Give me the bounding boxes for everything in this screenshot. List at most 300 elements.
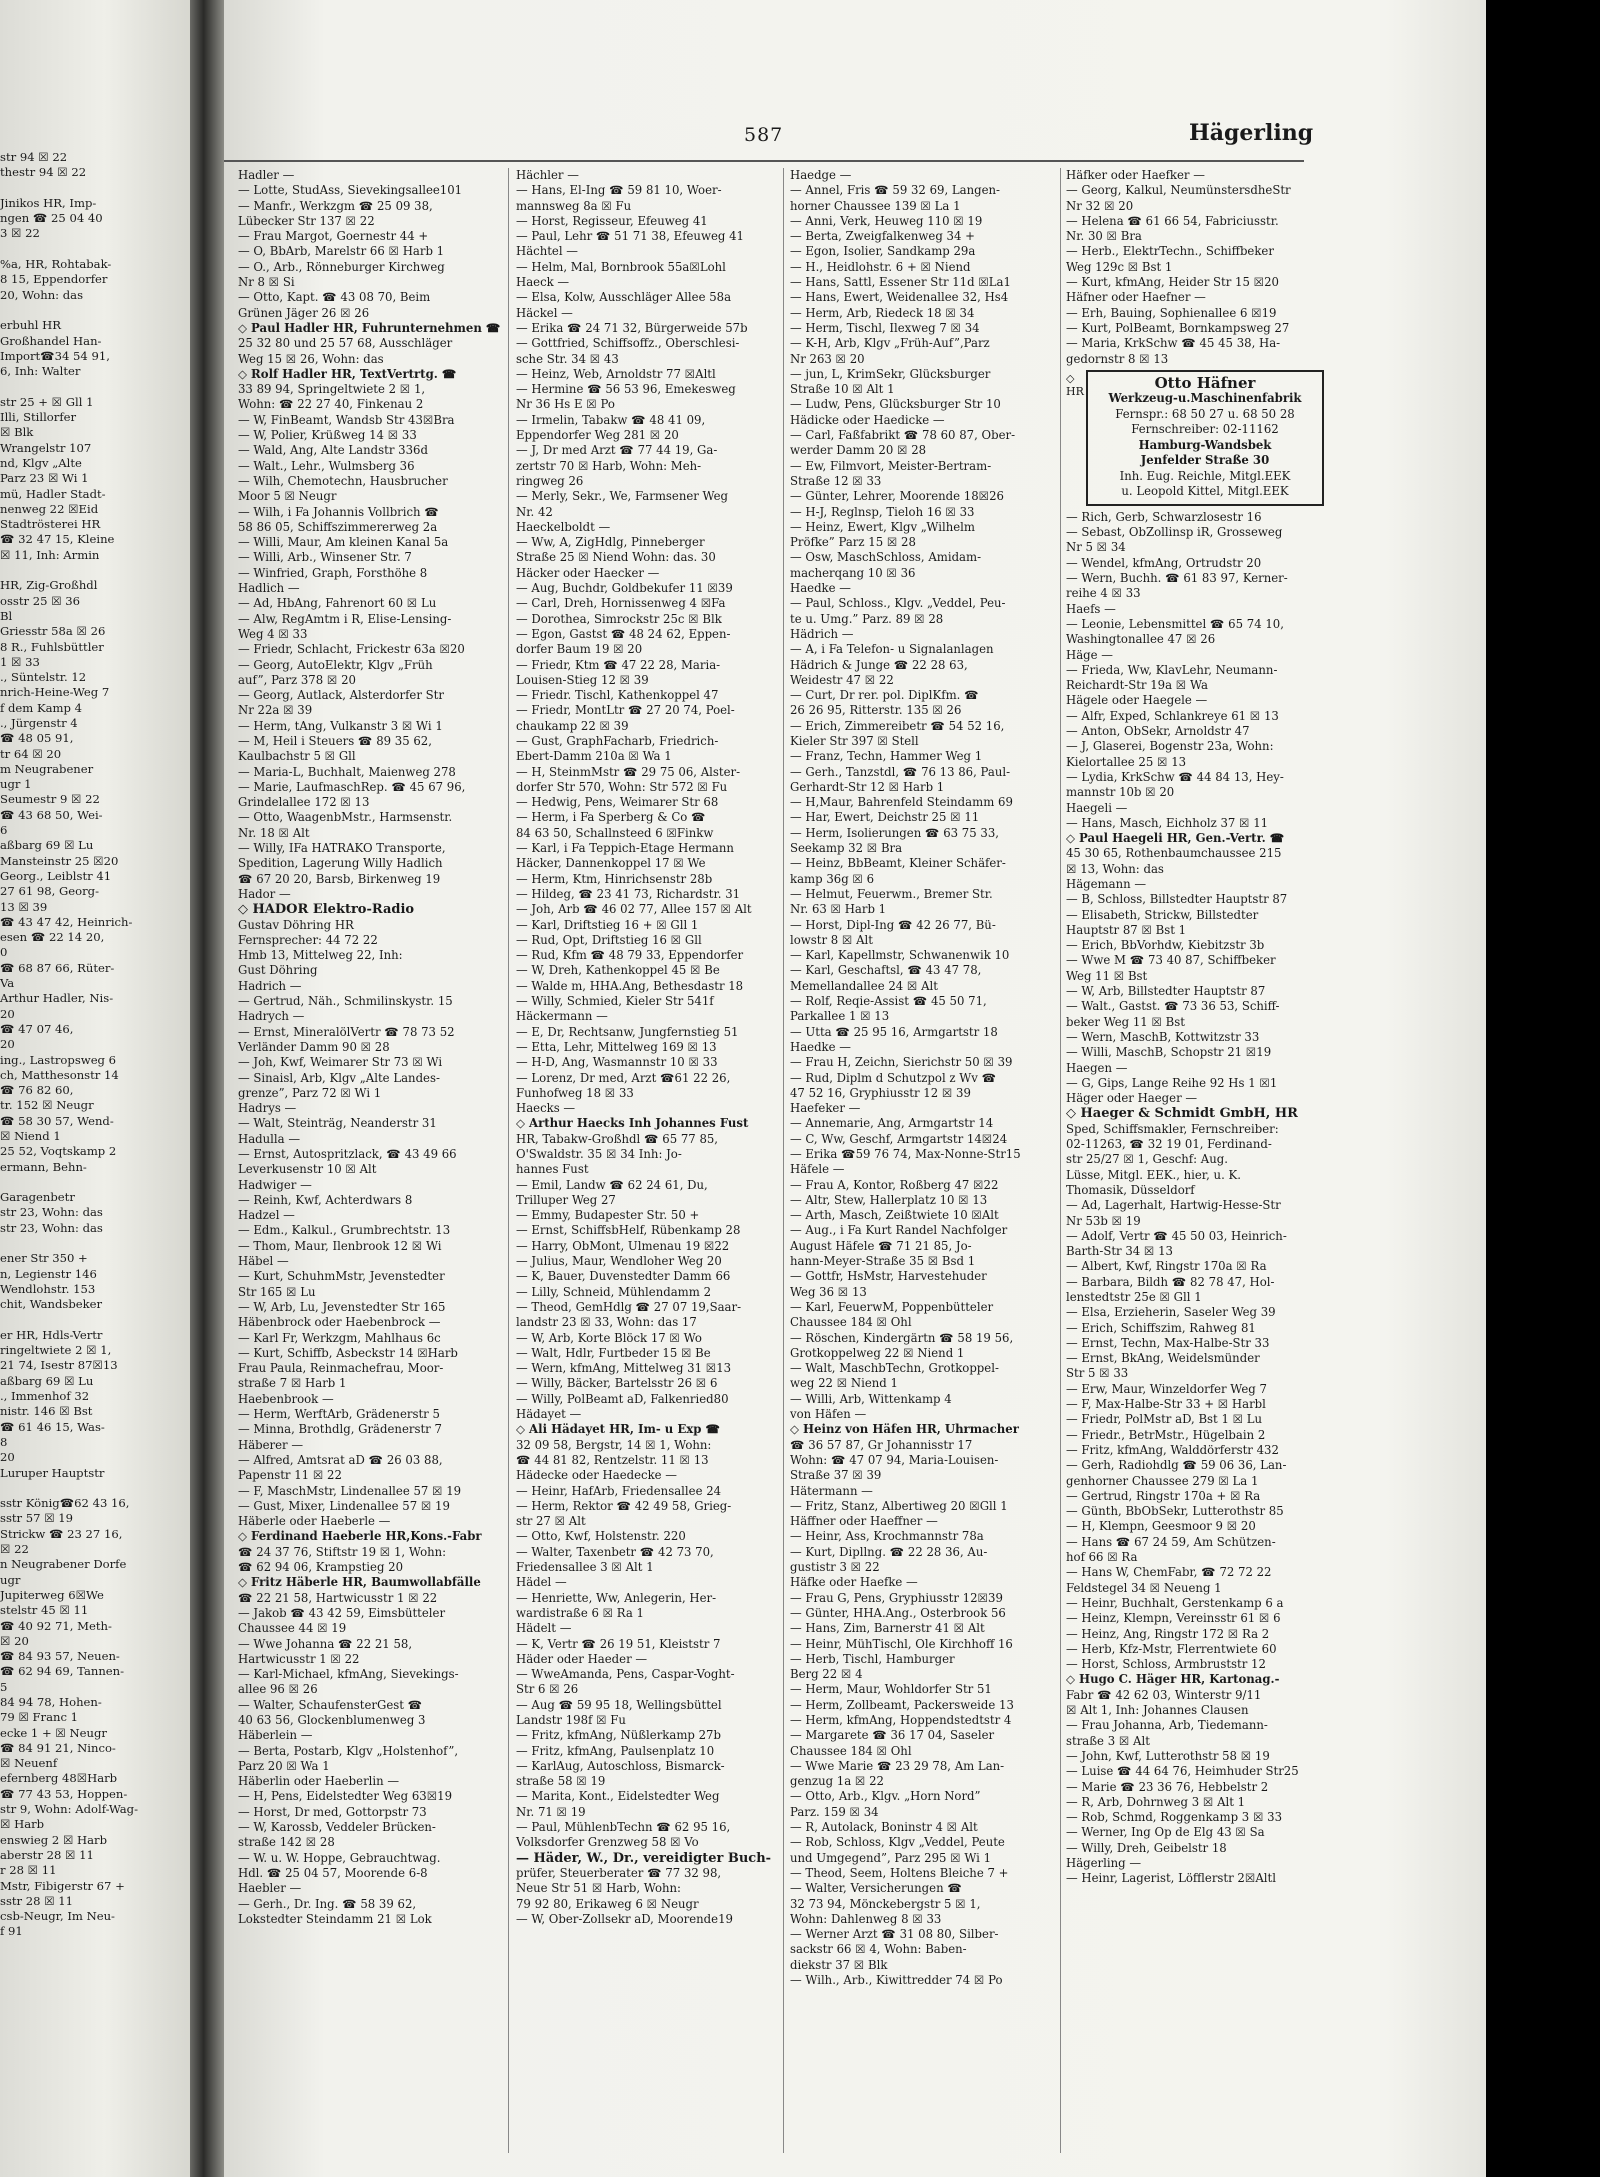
surname-heading: Hadulla — (238, 1131, 301, 1146)
directory-entry-line: — Elisabeth, Strickw, Billstedter (1066, 907, 1259, 922)
surname-heading: Häberlein — (238, 1728, 313, 1743)
directory-entry-line: enswieg 2 ☒ Harb (0, 1832, 108, 1847)
directory-entry-line: — Hans, Zim, Barnerstr 41 ☒ Alt (790, 1621, 985, 1636)
directory-entry-line: — Wald, Ang, Alte Landstr 336d (238, 443, 428, 458)
directory-entry-line: Stadtrösterei HR (0, 517, 101, 532)
directory-entry-line: weg 22 ☒ Niend 1 (790, 1376, 898, 1391)
directory-entry-line: — W, Arb, Korte Blöck 17 ☒ Wo (516, 1330, 702, 1345)
directory-entry-line: — Gerh., Tanzstdl, ☎ 76 13 86, Paul- (790, 764, 1011, 779)
directory-entry-line: Pröfke” Parz 15 ☒ 28 (790, 535, 916, 550)
directory-entry-line: — Ad, HbAng, Fahrenort 60 ☒ Lu (238, 596, 437, 611)
directory-entry-line: ☎ 77 43 53, Hoppen- (0, 1786, 128, 1801)
directory-entry-line: — Leonie, Lebensmittel ☎ 65 74 10, (1066, 616, 1284, 631)
surname-heading: Häberer — (238, 1437, 304, 1452)
directory-entry-line: 58 86 05, Schiffszimmererweg 2a (238, 519, 438, 534)
directory-entry-line: — Willy, PolBeamt aD, Falkenried80 (516, 1391, 729, 1406)
directory-entry-line: ☎ 22 21 58, Hartwicusstr 1 ☒ 22 (238, 1590, 438, 1605)
directory-entry-line: Straße 10 ☒ Alt 1 (790, 382, 895, 397)
directory-entry-line: — Edm., Kalkul., Grumbrechtstr. 13 (238, 1223, 451, 1238)
directory-entry-line: — Harry, ObMont, Ulmenau 19 ☒22 (516, 1238, 730, 1253)
directory-entry-line: Str 5 ☒ 33 (1066, 1366, 1129, 1381)
directory-entry-line: — Wilh, Chemotechn, Hausbrucher (238, 473, 448, 488)
directory-entry-line: Grotkoppelweg 22 ☒ Niend 1 (790, 1345, 965, 1360)
directory-entry-line: f 91 (0, 1924, 23, 1939)
directory-entry-line: sstr 28 ☒ 11 (0, 1893, 74, 1908)
directory-entry-line: — Rud, Opt, Driftstieg 16 ☒ Gll (516, 932, 702, 947)
directory-entry-line: 02-11263, ☎ 32 19 01, Ferdinand- (1066, 1137, 1272, 1152)
directory-entry-line: ermann, Behn- (0, 1159, 87, 1174)
directory-entry-line: Moor 5 ☒ Neugr (238, 489, 337, 504)
directory-entry-line: — Erich, Zimmereibetr ☎ 54 52 16, (790, 718, 1005, 733)
directory-entry-line: Memellandallee 24 ☒ Alt (790, 978, 938, 993)
directory-entry-line: Reichardt-Str 19a ☒ Wa (1066, 678, 1208, 693)
directory-entry-line: Grünen Jäger 26 ☒ 26 (238, 305, 370, 320)
directory-entry-line: dorfer Baum 19 ☒ 20 (516, 642, 643, 657)
directory-entry-line: Garagenbetr (0, 1190, 75, 1205)
directory-entry-line: beker Weg 11 ☒ Bst (1066, 1014, 1185, 1029)
directory-entry-line: ☒ 20 (0, 1633, 29, 1648)
directory-entry-line: — Irmelin, Tabakw ☎ 48 41 09, (516, 412, 706, 427)
directory-entry-line: — Etta, Lehr, Mittelweg 169 ☒ 13 (516, 1039, 717, 1054)
directory-entry-line: — Herm, Zollbeamt, Packersweide 13 (790, 1697, 1014, 1712)
directory-entry-line: Verländer Damm 90 ☒ 28 (238, 1039, 390, 1054)
directory-entry-line: te u. Umg.” Parz. 89 ☒ 28 (790, 611, 944, 626)
directory-entry-line: — Lydia, KrkSchw ☎ 44 84 13, Hey- (1066, 769, 1284, 784)
directory-entry-line: str 25/27 ☒ 1, Geschf: Aug. (1066, 1152, 1228, 1167)
directory-entry-line: ☒ Niend 1 (0, 1129, 61, 1143)
directory-entry-line: — Curt, Dr rer. pol. DiplKfm. ☎ (790, 688, 979, 703)
directory-entry-line: — Walt., Gastst. ☎ 73 36 53, Schiff- (1066, 999, 1280, 1014)
surname-heading: Hadrys — (238, 1101, 297, 1116)
directory-entry-line: HR, Zig-Großhdl (0, 578, 98, 593)
directory-entry-line: — Ernst, BkAng, Weidelsmünder (1066, 1351, 1260, 1366)
directory-entry-line: — Karl-Michael, kfmAng, Sievekings- (238, 1667, 459, 1682)
directory-entry-line: — Maria-L, Buchhalt, Maienweg 278 (238, 764, 456, 779)
directory-entry-line: — Ad, Lagerhalt, Hartwig-Hesse-Str (1066, 1198, 1281, 1213)
directory-entry-line: — Walde m, HHA.Ang, Bethesdastr 18 (516, 978, 744, 993)
directory-entry-line: — Hans, Masch, Eichholz 37 ☒ 11 (1066, 815, 1269, 830)
directory-entry-line: Nr 8 ☒ Si (238, 275, 295, 290)
directory-entry-line (0, 563, 180, 578)
surname-heading: Haedke — (790, 1039, 851, 1054)
directory-entry-line: — Manfr., Werkzgm ☎ 25 09 38, (238, 198, 433, 213)
directory-entry-line: er HR, Hdls-Vertr (0, 1327, 103, 1342)
directory-entry-line: — Karl, FeuerwM, Poppenbütteler (790, 1299, 994, 1314)
directory-entry-line: — Alfred, Amtsrat aD ☎ 26 03 88, (238, 1452, 443, 1467)
directory-entry-line: ◇ Heinz von Häfen HR, Uhrmacher (790, 1422, 1019, 1437)
directory-entry-line: — Herm, Rektor ☎ 42 49 58, Grieg- (516, 1498, 732, 1513)
directory-entry-line: — Friedr, PolMstr aD, Bst 1 ☒ Lu (1066, 1412, 1263, 1427)
directory-entry-line: sstr 57 ☒ 19 (0, 1511, 74, 1526)
directory-entry-line: n Neugrabener Dorfe (0, 1557, 127, 1572)
directory-entry-line: — Henriette, Ww, Anlegerin, Her- (516, 1590, 717, 1605)
directory-entry-line: — J, Glaserei, Bogenstr 23a, Wohn: (1066, 739, 1274, 754)
directory-entry-line: — K, Bauer, Duvenstedter Damm 66 (516, 1269, 731, 1284)
directory-entry-line: Va (0, 976, 15, 991)
surname-heading: Hägele oder Haegele — (1066, 693, 1208, 708)
directory-entry-line: Kieler Str 397 ☒ Stell (790, 733, 919, 748)
directory-entry-line: ing., Lastropsweg 6 (0, 1052, 117, 1067)
directory-entry-line: — K, Vertr ☎ 26 19 51, Kleiststr 7 (516, 1636, 721, 1651)
directory-entry-line: — Annel, Fris ☎ 59 32 69, Langen- (790, 183, 1001, 198)
directory-entry-line: Chaussee 44 ☒ 19 (238, 1621, 347, 1636)
directory-entry-line: — Gottfried, Schiffsoffz., Oberschlesi- (516, 336, 740, 351)
directory-entry-line: Nr. 18 ☒ Alt (238, 825, 310, 840)
directory-entry-line: Frau Paula, Reinmachefrau, Moor- (238, 1361, 444, 1376)
directory-entry-line: ☒ Alt 1, Inh: Johannes Clausen (1066, 1703, 1249, 1718)
directory-entry-line: — Heinr, Buchhalt, Gerstenkamp 6 a (1066, 1595, 1284, 1610)
directory-entry-line: — Erika ☎59 76 74, Max-Nonne-Str15 (790, 1147, 1021, 1161)
directory-entry-line: Mansteinstr 25 ☒20 (0, 853, 119, 868)
directory-entry-line: — Marita, Kont., Eidelstedter Weg (516, 1789, 720, 1804)
directory-entry-line: — Anni, Verk, Heuweg 110 ☒ 19 (790, 213, 983, 228)
directory-entry-line: — Paul, Schloss., Klgv. „Veddel, Peu- (790, 596, 1006, 611)
directory-entry-line: — Reinh, Kwf, Achterdwars 8 (238, 1192, 413, 1207)
directory-entry-line: 20 (0, 1006, 15, 1021)
directory-entry-line: Wrangelstr 107 (0, 440, 92, 455)
directory-entry-line: — Wern, MaschB, Kottwitzstr 33 (1066, 1029, 1260, 1044)
directory-entry-line: — Gottfr, HsMstr, Harvestehuder (790, 1269, 987, 1284)
directory-entry-line: — Marie, LaufmaschRep. ☎ 45 67 96, (238, 779, 466, 794)
directory-entry-line: — O., Arb., Rönneburger Kirchweg (238, 259, 445, 274)
directory-entry-line: Neue Str 51 ☒ Harb, Wohn: (516, 1881, 681, 1896)
surname-heading: Hächtel — (516, 244, 578, 259)
directory-entry-line: stelstr 45 ☒ 11 (0, 1603, 89, 1618)
directory-entry-line: prüfer, Steuerberater ☎ 77 32 98, (516, 1865, 722, 1880)
directory-entry-line: — E, Dr, Rechtsanw, Jungfernstieg 51 (516, 1024, 739, 1039)
directory-entry-line: — Herm, tAng, Vulkanstr 3 ☒ Wi 1 (238, 718, 443, 733)
right-page (224, 0, 1486, 2177)
directory-entry-line: Weg 4 ☒ 33 (238, 626, 308, 641)
directory-entry-line: — Sinaisl, Arb, Klgv „Alte Landes- (238, 1070, 440, 1085)
directory-entry-line: — Walter, SchaufensterGest ☎ (238, 1697, 423, 1712)
directory-entry-line: — Horst, Dipl-Ing ☎ 42 26 77, Bü- (790, 917, 996, 932)
surname-heading: Haefeker — (790, 1101, 861, 1116)
directory-entry-line: — Hans ☎ 67 24 59, Am Schützen- (1066, 1534, 1276, 1549)
directory-entry-line: Straße 25 ☒ Niend Wohn: das. 30 (516, 550, 716, 565)
directory-entry-line: — Rud, Diplm d Schutzpol z Wv ☎ (790, 1070, 997, 1085)
directory-entry-line: diekstr 37 ☒ Blk (790, 1957, 888, 1972)
directory-entry-line: 47 52 16, Gryphiusstr 12 ☒ 39 (790, 1085, 971, 1100)
directory-entry-line: — Herb, Kfz-Mstr, Flerrentwiete 60 (1066, 1641, 1277, 1656)
directory-entry-line: — Wilh, i Fa Johannis Vollbrich ☎ (238, 504, 439, 519)
directory-entry-line: Griesstr 58a ☒ 26 (0, 624, 106, 639)
directory-entry-line: horner Chaussee 139 ☒ La 1 (790, 198, 961, 213)
directory-entry-line: — Emmy, Budapester Str. 50 + (516, 1208, 700, 1223)
advertisement-box (1066, 370, 1324, 506)
directory-entry-line: — Erich, Schiffszim, Rahweg 81 (1066, 1320, 1256, 1335)
surname-heading: Hadler — (238, 168, 295, 182)
directory-entry-line: sackstr 66 ☒ 4, Wohn: Baben- (790, 1942, 967, 1957)
directory-entry-line: — Fritz, kfmAng, Paulsenplatz 10 (516, 1743, 715, 1758)
directory-entry-line: aberstr 28 ☒ 11 (0, 1847, 94, 1862)
directory-entry-line: n, Legienstr 146 (0, 1266, 97, 1281)
surname-heading: Hadlich — (238, 581, 300, 596)
surname-heading: Häfele — (790, 1162, 845, 1177)
directory-entry-line: osstr 25 ☒ 36 (0, 593, 81, 608)
directory-entry-line: — Wwe Marie ☎ 23 29 78, Am Lan- (790, 1758, 1005, 1773)
directory-entry-line: und Umgegend”, Parz 295 ☒ Wi 1 (790, 1850, 992, 1865)
directory-entry-line: — B, Schloss, Billstedter Hauptstr 87 (1066, 892, 1288, 907)
directory-entry-line: Parz 20 ☒ Wa 1 (238, 1758, 330, 1773)
directory-entry-line: Luruper Hauptstr (0, 1465, 105, 1480)
directory-entry-line: Gust Döhring (238, 963, 318, 978)
directory-entry-line: Hartwicusstr 1 ☒ 22 (238, 1651, 360, 1666)
directory-entry-line: Seekamp 32 ☒ Bra (790, 841, 903, 856)
surname-heading: Häbenbrock oder Haebenbrock — (238, 1315, 441, 1330)
directory-entry-line: str 27 ☒ Alt (516, 1514, 586, 1529)
directory-entry-line: Bl (0, 608, 13, 623)
directory-entry-line: hof 66 ☒ Ra (1066, 1550, 1138, 1565)
directory-entry-line: ◇ Paul Haegeli HR, Gen.-Vertr. ☎ (1066, 831, 1285, 846)
directory-entry-line: — Paul, Lehr ☎ 51 71 38, Efeuweg 41 (516, 229, 744, 244)
directory-entry-line: thestr 94 ☒ 22 (0, 165, 87, 180)
directory-entry-line: ☎ 36 57 87, Gr Johannisstr 17 (790, 1437, 973, 1452)
directory-entry-line: — Winfried, Graph, Forsthöhe 8 (238, 565, 428, 580)
directory-entry-line: Import☎34 54 91, (0, 348, 110, 363)
directory-entry-line: — Annemarie, Ang, Armgartstr 14 (790, 1116, 994, 1131)
directory-entry-line: Nr 22a ☒ 39 (238, 703, 313, 718)
directory-entry-line (0, 1175, 180, 1190)
directory-entry-line: — Lotte, StudAss, Sievekingsallee101 (238, 183, 463, 198)
directory-entry-line: — Ew, Filmvort, Meister-Bertram- (790, 458, 992, 473)
directory-entry-line: gustistr 3 ☒ 22 (790, 1560, 880, 1575)
directory-entry-line: mannsweg 8a ☒ Fu (516, 198, 632, 213)
surname-heading: Hägemann — (1066, 876, 1147, 891)
directory-entry-line: — Kurt, kfmAng, Heider Str 15 ☒20 (1066, 275, 1279, 290)
directory-entry-line (0, 1236, 180, 1251)
directory-entry-line: — Arth, Masch, Zeißtwiete 10 ☒Alt (790, 1208, 999, 1223)
directory-entry-line: ☒ 11, Inh: Armin (0, 547, 100, 562)
surname-heading: Hadrych — (238, 1009, 305, 1024)
directory-entry-line: HR, Tabakw-Großhdl ☎ 65 77 85, (516, 1131, 719, 1146)
directory-entry-line: — H, Klempn, Geesmoor 9 ☒ 20 (1066, 1519, 1256, 1534)
directory-entry-line: — W, Dreh, Kathenkoppel 45 ☒ Be (516, 963, 720, 978)
directory-entry-line: Fabr ☎ 42 62 03, Winterstr 9/11 (1066, 1687, 1262, 1702)
directory-entry-line: %a, HR, Rohtabak- (0, 257, 112, 272)
directory-entry-line: — M, Heil i Steuers ☎ 89 35 62, (238, 733, 432, 748)
directory-entry-line: csb-Neugr, Im Neu- (0, 1909, 115, 1924)
directory-entry-line: ☎ 62 94 06, Krampstieg 20 (238, 1560, 404, 1575)
ad-marker: ◇ HR (1066, 371, 1084, 398)
directory-entry-line: gedornstr 8 ☒ 13 (1066, 351, 1169, 366)
directory-entry-line: — Herm, Maur, Wohldorfer Str 51 (790, 1682, 992, 1697)
directory-entry-line: — H, SteinmMstr ☎ 29 75 06, Alster- (516, 764, 741, 779)
directory-entry-line: — Günter, HHA.Ang., Osterbrook 56 (790, 1605, 1006, 1620)
header-rule (224, 160, 1304, 162)
directory-entry-line: Weg 129c ☒ Bst 1 (1066, 259, 1173, 274)
directory-entry-line: Parz 23 ☒ Wi 1 (0, 471, 89, 486)
directory-entry-line: ☒ 13, Wohn: das (1066, 861, 1164, 876)
directory-entry-line: ☎ 67 20 20, Barsb, Birkenweg 19 (238, 871, 441, 886)
directory-entry-line: — Kurt, PolBeamt, Bornkampsweg 27 (1066, 320, 1290, 335)
directory-entry-line: 8 (0, 1434, 8, 1449)
directory-entry-line: — Berta, Postarb, Klgv „Holstenhof”, (238, 1743, 459, 1758)
directory-entry-line: 3 ☒ 22 (0, 226, 40, 241)
surname-heading: Haebenbrook — (238, 1391, 334, 1406)
directory-entry-line: — Merly, Sekr., We, Farmsener Weg (516, 489, 729, 504)
surname-heading: Häfker oder Haefker — (1066, 168, 1205, 182)
directory-entry-line: ☎ 43 47 42, Heinrich- (0, 914, 133, 929)
directory-entry-line: sstr König☎62 43 16, (0, 1496, 130, 1511)
directory-entry-line: — W, Arb, Billstedter Hauptstr 87 (1066, 984, 1266, 999)
directory-entry-line: Gerhardt-Str 12 ☒ Harb 1 (790, 779, 945, 794)
directory-entry-line: Parz. 159 ☒ 34 (790, 1804, 879, 1819)
directory-entry-line (0, 181, 180, 196)
directory-entry-line: 25 52, Voqtskamp 2 (0, 1144, 117, 1159)
directory-entry-line: Weg 15 ☒ 26, Wohn: das (238, 351, 384, 366)
column-rule (783, 168, 784, 2153)
directory-entry-line: 13 ☒ 39 (0, 899, 48, 914)
directory-entry-line: — Gust, GraphFacharb, Friedrich- (516, 733, 719, 748)
directory-entry-line: macherqang 10 ☒ 36 (790, 565, 916, 580)
directory-entry-line: Washingtonallee 47 ☒ 26 (1066, 632, 1216, 647)
directory-entry-line: Kaulbachstr 5 ☒ Gll (238, 749, 356, 764)
directory-entry-line: — H, Pens, Eidelstedter Weg 63☒19 (238, 1789, 453, 1804)
directory-entry-line: Spedition, Lagerung Willy Hadlich (238, 856, 443, 871)
directory-entry-line: Jupiterweg 6☒We (0, 1587, 104, 1602)
page-number: 587 (744, 124, 784, 146)
directory-entry-line: str 94 ☒ 22 (0, 150, 68, 164)
directory-entry-line: — R, Arb, Dohrnweg 3 ☒ Alt 1 (1066, 1794, 1246, 1809)
directory-entry-line: — Heinz, Klempn, Vereinsstr 61 ☒ 6 (1066, 1611, 1281, 1626)
directory-entry-line: — Jakob ☎ 43 42 59, Eimsbütteler (238, 1605, 446, 1620)
directory-entry-line: — Walt, Steinträg, Neanderstr 31 (238, 1116, 437, 1131)
directory-entry-line: — Heinz, Ewert, Klgv „Wilhelm (790, 519, 975, 534)
directory-entry-line: — G, Gips, Lange Reihe 92 Hs 1 ☒1 (1066, 1075, 1278, 1090)
directory-entry-line: — Willy, Schmied, Kieler Str 541f (516, 994, 714, 1009)
directory-entry-line: Volksdorfer Grenzweg 58 ☒ Vo (516, 1835, 699, 1850)
directory-entry-line: — Walter, Taxenbetr ☎ 42 73 70, (516, 1544, 714, 1559)
directory-entry-line: Friedensallee 3 ☒ Alt 1 (516, 1560, 654, 1575)
directory-entry-line: — Willy, Dreh, Geibelstr 18 (1066, 1840, 1227, 1855)
directory-entry-line: 6 (0, 823, 8, 838)
directory-entry-line: Nr 5 ☒ 34 (1066, 540, 1126, 555)
directory-entry-line: — Altr, Stew, Hallerplatz 10 ☒ 13 (790, 1192, 988, 1207)
surname-heading: Häder oder Haeder — (516, 1651, 648, 1666)
directory-entry-line: — Hedwig, Pens, Weimarer Str 68 (516, 795, 719, 810)
surname-heading: Hadwiger — (238, 1177, 312, 1192)
directory-entry-line: — Hans, Sattl, Essener Str 11d ☒La1 (790, 275, 1011, 290)
directory-entry-line: ☎ 24 37 76, Stiftstr 19 ☒ 1, Wohn: (238, 1544, 447, 1559)
directory-column-4 (1066, 168, 1316, 1887)
directory-entry-line: nenweg 22 ☒Eid (0, 501, 99, 516)
directory-entry-line: — Friedr, Schlacht, Frickestr 63a ☒20 (238, 642, 465, 657)
directory-entry-line: — Gust, Mixer, Lindenallee 57 ☒ 19 (238, 1498, 450, 1513)
directory-entry-line: — Ernst, Autospritzlack, ☎ 43 49 66 (238, 1147, 457, 1161)
directory-entry-line: Weg 11 ☒ Bst (1066, 968, 1148, 983)
directory-entry-line: — Wwe Johanna ☎ 22 21 58, (238, 1636, 413, 1651)
surname-heading: Hadzel — (238, 1208, 295, 1223)
directory-entry-line: dorfer Str 570, Wohn: Str 572 ☒ Fu (516, 779, 728, 794)
directory-entry-line: str 23, Wohn: das (0, 1220, 103, 1235)
directory-entry-line: ☎ 68 87 66, Rüter- (0, 960, 115, 975)
directory-entry-line: — KarlAug, Autoschloss, Bismarck- (516, 1758, 725, 1773)
directory-entry-line: genhorner Chaussee 279 ☒ La 1 (1066, 1473, 1259, 1488)
directory-entry-line: ◇ Arthur Haecks Inh Johannes Fust (516, 1116, 749, 1131)
directory-entry-line: — Heinr, MühTischl, Ole Kirchhoff 16 (790, 1636, 1013, 1651)
directory-entry-line: 32 73 94, Mönckebergstr 5 ☒ 1, (790, 1896, 981, 1911)
directory-entry-line: Nr 53b ☒ 19 (1066, 1213, 1141, 1228)
directory-entry-line: ., Jürgenstr 4 (0, 715, 78, 730)
directory-entry-line: Nr 263 ☒ 20 (790, 351, 865, 366)
directory-entry-line: — Egon, Isolier, Sandkamp 29a (790, 244, 976, 259)
directory-entry-line: — Adolf, Vertr ☎ 45 50 03, Heinrich- (1066, 1228, 1287, 1243)
directory-entry-line: straße 58 ☒ 19 (516, 1774, 606, 1789)
directory-entry-line: — Herm, Tischl, Ilexweg 7 ☒ 34 (790, 320, 980, 335)
directory-entry-line: 6, Inh: Walter (0, 364, 81, 379)
directory-entry-line: — F, Max-Halbe-Str 33 + ☒ Harbl (1066, 1397, 1266, 1412)
directory-entry-line: — Hans, Ewert, Weidenallee 32, Hs4 (790, 290, 1009, 305)
directory-entry-line: ., Immenhof 32 (0, 1389, 90, 1404)
directory-entry-line: — C, Ww, Geschf, Armgartstr 14☒24 (790, 1131, 1008, 1146)
directory-entry-line: sche Str. 34 ☒ 43 (516, 351, 619, 366)
directory-entry-line: — Heinz, BbBeamt, Kleiner Schäfer- (790, 856, 1006, 871)
directory-entry-line: August Häfele ☎ 71 21 85, Jo- (790, 1238, 972, 1253)
surname-heading: Hätermann — (790, 1483, 873, 1498)
directory-entry-line: f dem Kamp 4 (0, 700, 82, 715)
directory-entry-line: ugr (0, 1572, 21, 1587)
directory-entry-line: — Günth, BbObSekr, Lutterothstr 85 (1066, 1504, 1284, 1519)
directory-entry-line: wardistraße 6 ☒ Ra 1 (516, 1605, 644, 1620)
directory-column-1 (238, 168, 500, 1927)
directory-entry-line: — Helena ☎ 61 66 54, Fabriciusstr. (1066, 213, 1279, 228)
directory-entry-line: — Karl, i Fa Teppich-Etage Hermann (516, 841, 734, 856)
directory-entry-line: — Erika ☎ 24 71 32, Bürgerweide 57b (516, 320, 748, 335)
directory-entry-line: — Frau Johanna, Arb, Tiedemann- (1066, 1718, 1268, 1733)
directory-entry-line: — Frau A, Kontor, Roßberg 47 ☒22 (790, 1177, 999, 1192)
directory-entry-line: — Margarete ☎ 36 17 04, Saseler (790, 1728, 995, 1743)
directory-entry-line: — Aug., i Fa Kurt Randel Nachfolger (790, 1223, 1008, 1238)
directory-entry-line: — H., Heidlohstr. 6 + ☒ Niend (790, 259, 971, 274)
directory-entry-line: — A, i Fa Telefon- u Signalanlagen (790, 642, 994, 657)
directory-entry-line: landstr 23 ☒ 33, Wohn: das 17 (516, 1315, 697, 1330)
directory-entry-line: — Friedr., BetrMstr., Hügelbain 2 (1066, 1427, 1266, 1442)
directory-entry-line: 1 ☒ 33 (0, 654, 40, 669)
directory-entry-line: — Herm, kfmAng, Hoppendstedtstr 4 (790, 1712, 1012, 1727)
directory-entry-line: 20, Wohn: das (0, 287, 84, 302)
directory-entry-line: — Har, Ewert, Deichstr 25 ☒ 11 (790, 810, 980, 825)
directory-entry-line: ◇ Ali Hädayet HR, Im- u Exp ☎ (516, 1422, 721, 1437)
directory-entry-line: — Ww, A, ZigHdlg, Pinneberger (516, 535, 705, 550)
directory-entry-line: — Wilh., Arb., Kiwittredder 74 ☒ Po (790, 1973, 1003, 1988)
directory-entry-line (0, 379, 180, 394)
directory-entry-line: Nr 36 Hs E ☒ Po (516, 397, 615, 412)
ad-title: Otto Häfner (1154, 373, 1256, 392)
directory-entry-line: allee 96 ☒ 26 (238, 1682, 318, 1697)
directory-entry-line: ., Süntelstr. 12 (0, 670, 87, 685)
directory-entry-line: 21 74, Isestr 87☒13 (0, 1358, 118, 1373)
directory-entry-line: Nr. 42 (516, 504, 553, 519)
directory-entry-line: — Ernst, MineralölVertr ☎ 78 73 52 (238, 1024, 455, 1039)
directory-entry-line: ☎ 62 94 69, Tannen- (0, 1664, 125, 1679)
running-head: Hägerling (1189, 120, 1314, 146)
directory-entry-line: — Gerh, Radiohdlg ☎ 59 06 36, Lan- (1066, 1458, 1287, 1473)
directory-entry-line: — Gerh., Dr. Ing. ☎ 58 39 62, (238, 1896, 417, 1911)
directory-entry-line: — Werner, Ing Op de Elg 43 ☒ Sa (1066, 1825, 1265, 1840)
directory-entry-line: — Helm, Mal, Bornbrook 55a☒Lohl (516, 259, 726, 274)
directory-entry-line: — Rob, Schloss, Klgv „Veddel, Peute (790, 1835, 1005, 1850)
directory-entry-line: lenstedtstr 25e ☒ Gll 1 (1066, 1290, 1202, 1304)
directory-entry-line: — Maria, KrkSchw ☎ 45 45 38, Ha- (1066, 336, 1281, 351)
directory-entry-line: — Ernst, Techn, Max-Halbe-Str 33 (1066, 1335, 1270, 1350)
left-page (0, 0, 190, 2177)
directory-entry-line: — R, Autolack, Boninstr 4 ☒ Alt (790, 1820, 978, 1835)
directory-entry-line: — Elsa, Kolw, Ausschläger Allee 58a (516, 290, 732, 305)
directory-entry-line: chaukamp 22 ☒ 39 (516, 718, 629, 733)
directory-entry-line: Seumestr 9 ☒ 22 (0, 792, 100, 807)
directory-entry-line (0, 242, 180, 257)
